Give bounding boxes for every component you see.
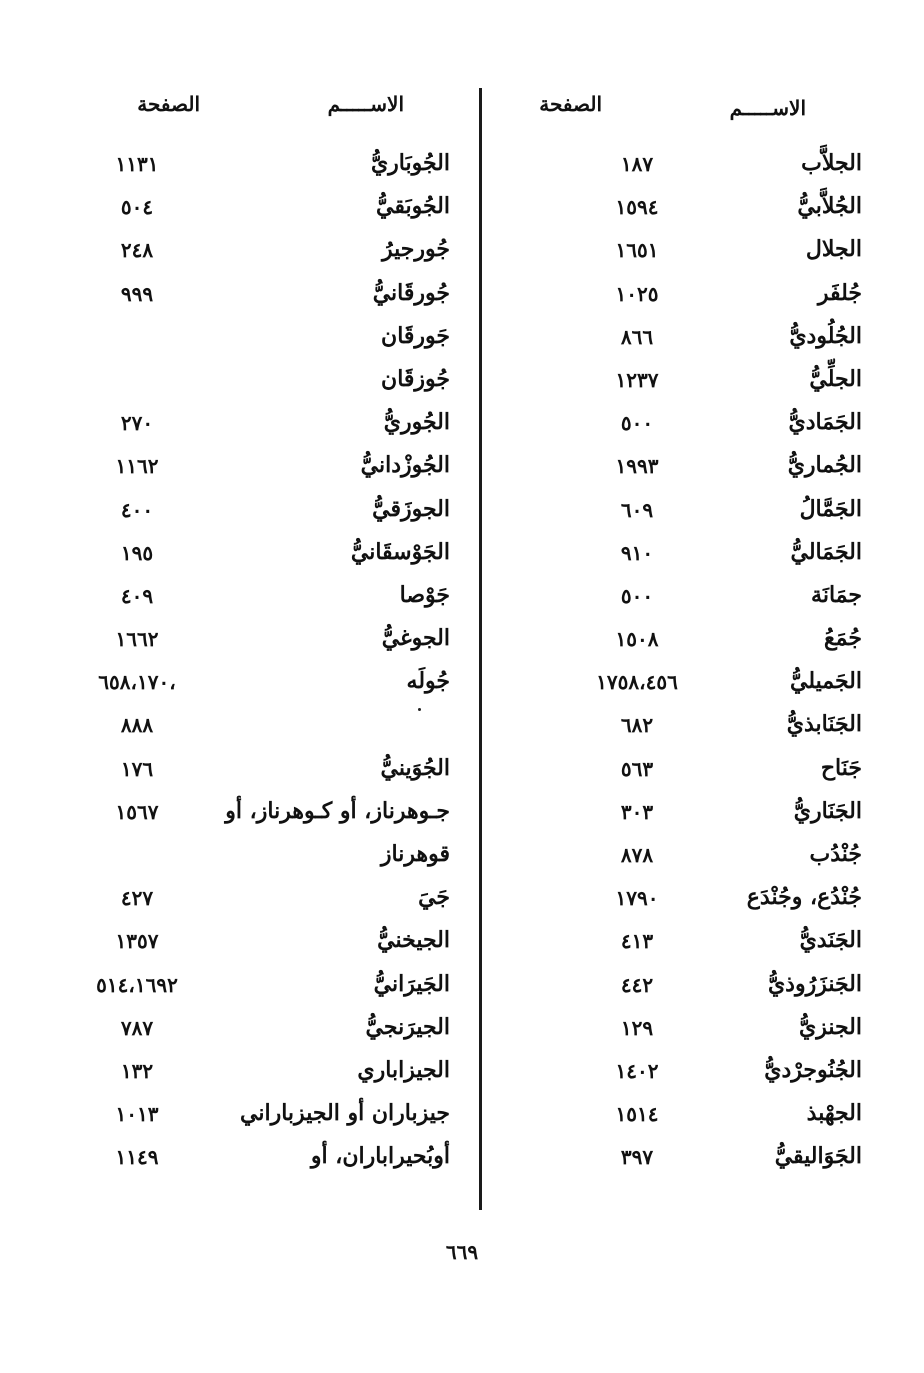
entry-name: الجُوبَاريُّ	[370, 150, 450, 176]
entry-page: ٥٠٠	[620, 411, 654, 436]
entry-page: ٨٦٦	[620, 324, 654, 349]
entry-name: الجَنَابذيُّ	[786, 711, 862, 738]
entry-page: ١٠١٣	[115, 1102, 159, 1127]
index-entry	[80, 917, 470, 960]
entry-page: ٨٨٨	[120, 713, 154, 738]
entry-name: جُمَعُ	[823, 625, 862, 652]
entry-page: ٤٠٠	[120, 497, 154, 522]
entry-name: الجَمَاديُّ	[788, 409, 862, 436]
index-entry	[80, 399, 470, 442]
entry-page: ٤٢٧	[120, 886, 154, 911]
index-entry	[500, 442, 872, 485]
header-name-left: الاســـــم	[327, 92, 404, 116]
entry-page: ١٧٥٨،٤٥٦	[596, 670, 678, 695]
index-entry	[80, 486, 470, 529]
index-entry	[500, 961, 872, 1004]
entry-page: ١٧٦	[120, 756, 154, 781]
index-entry	[80, 313, 470, 356]
index-entry	[80, 1133, 470, 1176]
entry-page: ٧٨٧	[120, 1015, 154, 1040]
index-entry	[500, 270, 872, 313]
left-index-column	[80, 140, 470, 1177]
entry-page: ٤١٣	[620, 929, 654, 954]
entry-page: ٥٠٤	[120, 195, 154, 220]
entry-name: الجَمَّالُ	[799, 495, 862, 522]
entry-name: الجلال	[805, 236, 862, 263]
entry-page: ١٩٥	[120, 540, 154, 565]
ink-speck	[418, 708, 421, 711]
index-entry	[80, 183, 470, 226]
entry-page: ١٥٩٤	[615, 195, 659, 220]
index-entry	[500, 1133, 872, 1176]
index-entry	[80, 658, 470, 701]
entry-page: ١٥١٤	[615, 1102, 659, 1127]
header-page-right: الصفحة	[539, 92, 602, 116]
index-entry	[500, 486, 872, 529]
entry-name: الجُوَينيُّ	[380, 754, 450, 781]
entry-name: جَورقَان	[381, 322, 450, 349]
entry-page: ٥٠٠	[620, 583, 654, 608]
entry-name: الجهْبذ	[806, 1100, 862, 1127]
index-entry	[80, 615, 470, 658]
index-entry	[500, 745, 872, 788]
entry-name: جَوْصا	[399, 581, 450, 608]
entry-page: ٩١٠	[620, 540, 654, 565]
entry-page: ٥١٤،١٦٩٢	[96, 972, 178, 997]
index-entry	[500, 658, 872, 701]
entry-page: ١٥٦٧	[115, 799, 159, 824]
entry-name: الجُوبَقيُّ	[376, 193, 450, 220]
entry-name: الجَميليُّ	[790, 668, 862, 695]
entry-page: ٥٦٣	[620, 756, 654, 781]
index-entry	[80, 442, 470, 485]
entry-name: الجَيرَانيُّ	[373, 970, 450, 997]
entry-page: ١٦٦٢	[115, 627, 159, 652]
index-entry	[500, 788, 872, 831]
right-index-column	[500, 140, 872, 1177]
entry-name: الجَوْسقَانيُّ	[350, 538, 450, 565]
entry-page: ١١٤٩	[115, 1145, 159, 1170]
entry-page: ١٩٩٣	[615, 454, 659, 479]
entry-name: الجنزيُّ	[798, 1013, 862, 1040]
index-entry	[80, 745, 470, 788]
entry-page: ٨٧٨	[620, 843, 654, 867]
entry-name: الجوزَقيُّ	[372, 495, 450, 522]
entry-page: ٤٤٢	[620, 972, 654, 997]
entry-name: جُورقَانيُّ	[372, 279, 450, 306]
entry-page: ١٦٥١	[615, 238, 659, 263]
entry-name: جُولَه	[406, 668, 450, 695]
index-entry	[500, 701, 872, 744]
index-entry	[500, 917, 872, 960]
entry-name: الجلاَّب	[801, 150, 862, 176]
entry-name: جمَانَة	[811, 581, 862, 608]
entry-page: ١٣٢	[120, 1058, 154, 1083]
entry-name: الجَوَاليقيُّ	[774, 1143, 862, 1170]
entry-name: الجَنزَرُوذيُّ	[767, 970, 862, 997]
header-page-left: الصفحة	[137, 92, 200, 116]
entry-name: قوهرناز	[380, 841, 450, 867]
header-name-right: الاســـــم	[729, 96, 806, 120]
entry-name: جَنَاح	[820, 754, 862, 781]
entry-page: ٢٧٠	[120, 411, 154, 436]
entry-name: الجُنُوجرْديُّ	[764, 1056, 862, 1083]
entry-name: جُلفَر	[817, 279, 862, 306]
entry-page: ١٣٥٧	[115, 929, 159, 954]
entry-page: ٤٠٩	[120, 583, 154, 608]
index-entry	[500, 140, 872, 183]
index-entry	[80, 1047, 470, 1090]
entry-page: ١٧٩٠	[615, 886, 659, 911]
entry-page: ١٤٠٢	[615, 1058, 659, 1083]
entry-name: الجُوريُّ	[383, 409, 450, 436]
index-entry	[80, 961, 470, 1004]
index-entry	[80, 356, 470, 399]
entry-name: جُنْدُع، وجُنْدَع	[746, 884, 862, 911]
entry-name: الجَمَاليُّ	[790, 538, 862, 565]
index-entry	[80, 701, 470, 744]
entry-name: أوبُحيراباران، أو	[310, 1143, 450, 1170]
index-entry	[80, 831, 470, 874]
index-entry	[80, 270, 470, 313]
entry-name: الجيرَنجيُّ	[365, 1013, 450, 1040]
index-entry	[500, 529, 872, 572]
entry-page: ١٠٢٥	[615, 281, 659, 306]
index-entry	[500, 1004, 872, 1047]
entry-name: الجوغيُّ	[381, 625, 450, 652]
entry-page: ١١٣١	[115, 152, 159, 176]
entry-page: ١٥٠٨	[615, 627, 659, 652]
column-divider	[479, 88, 482, 1210]
index-entry	[500, 615, 872, 658]
entry-name: جُوزقَان	[381, 365, 450, 392]
entry-page: ١١٦٢	[115, 454, 159, 479]
entry-name: الجَنَديُّ	[799, 927, 862, 954]
entry-name: جَيَ	[418, 884, 450, 911]
entry-page: ٩٩٩	[120, 281, 154, 306]
index-entry	[80, 1090, 470, 1133]
index-entry	[80, 226, 470, 269]
entry-page: ٦٠٩	[620, 497, 654, 522]
index-entry	[500, 1047, 872, 1090]
index-entry	[80, 572, 470, 615]
entry-name: جُنْدُب	[809, 841, 862, 867]
entry-name: الجلِّيُّ	[809, 365, 862, 392]
index-entry	[500, 313, 872, 356]
entry-name: جُورجيرُ	[382, 236, 450, 263]
entry-name: الجُلاَّبيُّ	[797, 193, 862, 220]
entry-page: ٢٤٨	[120, 238, 154, 263]
index-entry	[500, 399, 872, 442]
index-entry	[80, 1004, 470, 1047]
entry-page: ٦٨٢	[620, 713, 654, 738]
index-entry	[80, 140, 470, 183]
index-entry	[500, 183, 872, 226]
index-entry	[500, 874, 872, 917]
page-number: ٦٦٩	[445, 1240, 479, 1264]
entry-name: الجُماريُّ	[787, 452, 862, 479]
index-entry	[500, 1090, 872, 1133]
entry-page: ١٢٩	[620, 1015, 654, 1040]
index-entry	[500, 831, 872, 874]
entry-name: الجُوزْدانيُّ	[360, 452, 450, 479]
index-entry	[80, 874, 470, 917]
entry-name: جـوهرناز، أو كـوهرناز، أو	[225, 797, 450, 824]
entry-name: جيزباران أو الجيزباراني	[240, 1100, 450, 1127]
entry-name: الجيزاباري	[357, 1056, 450, 1083]
index-entry	[500, 356, 872, 399]
entry-name: الجيخنيُّ	[377, 927, 450, 954]
entry-page: ١٢٣٧	[615, 367, 659, 392]
index-entry	[500, 572, 872, 615]
index-entry	[500, 226, 872, 269]
entry-page: ١٨٧	[620, 152, 654, 176]
index-entry	[80, 529, 470, 572]
index-entry	[80, 788, 470, 831]
entry-name: الجُلُوديُّ	[789, 322, 862, 349]
entry-page: ،٦٥٨،١٧٠	[98, 670, 176, 695]
entry-page: ٣٩٧	[620, 1145, 654, 1170]
entry-page: ٣٠٣	[620, 799, 654, 824]
entry-name: الجَنَاريُّ	[793, 797, 862, 824]
